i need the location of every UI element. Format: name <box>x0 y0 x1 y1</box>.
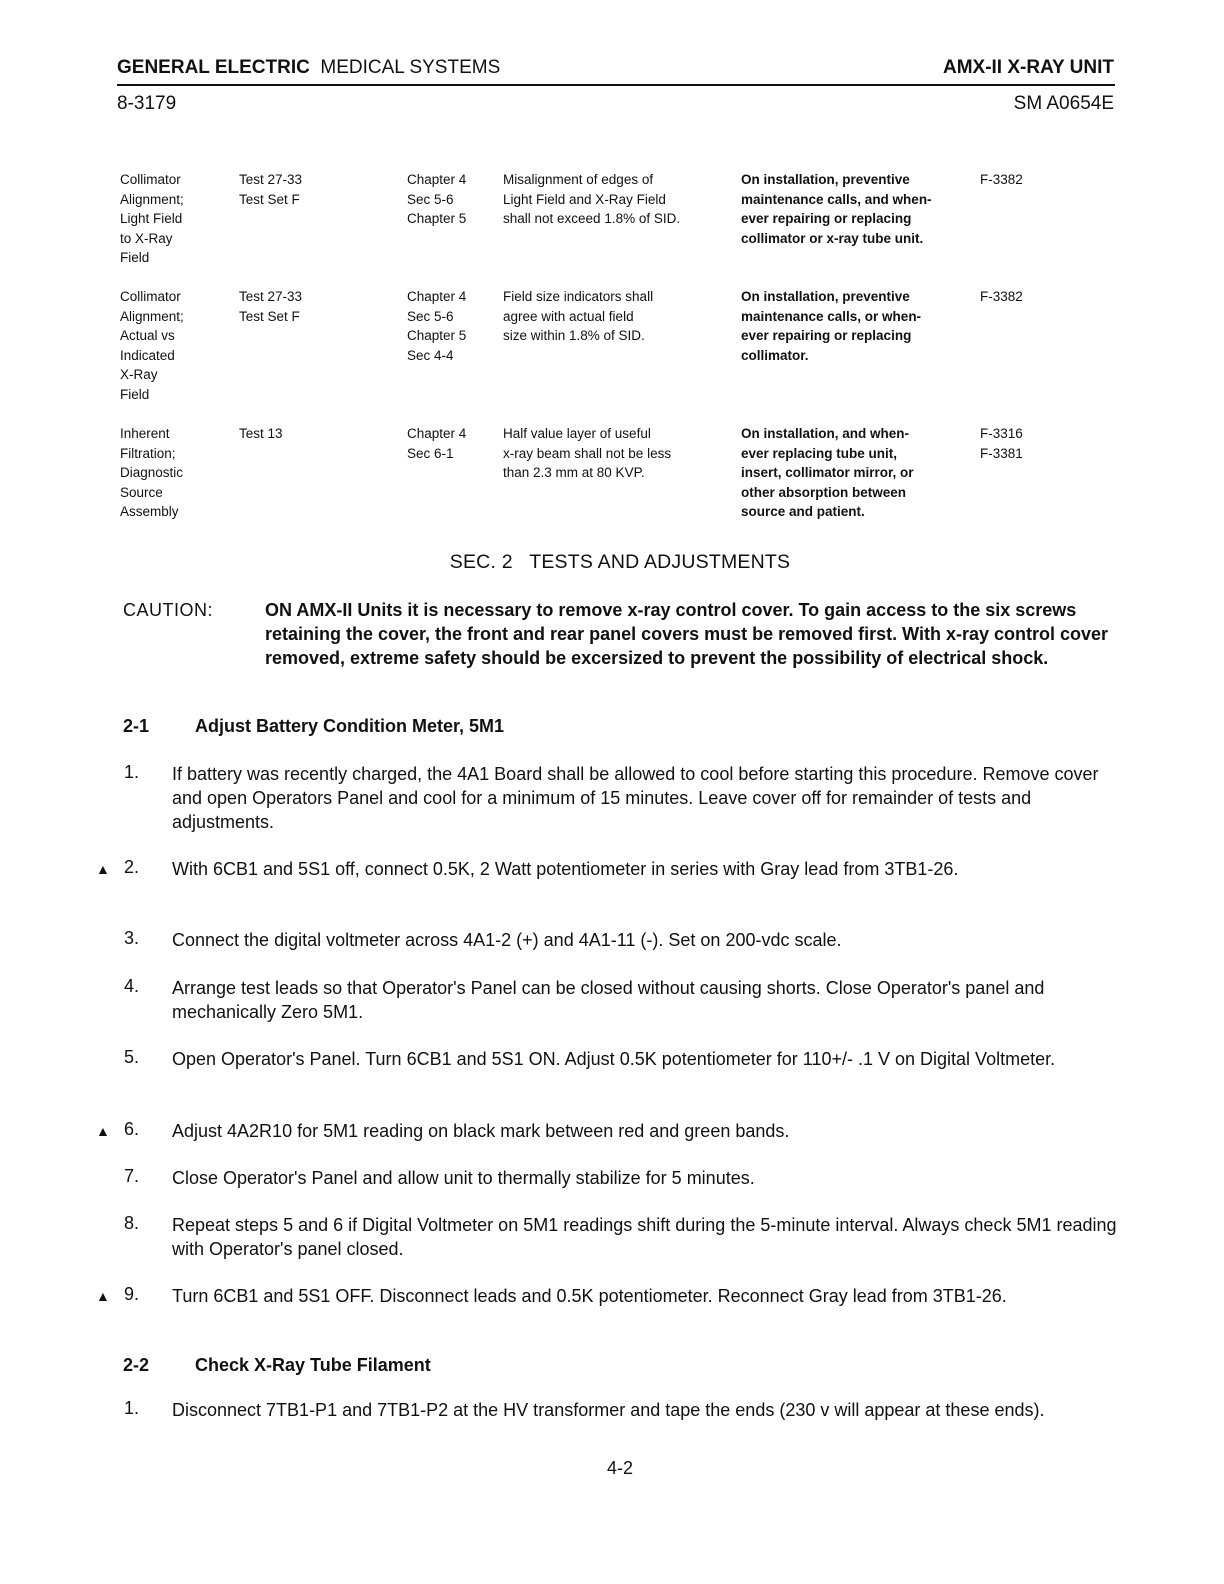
table-cell-test: Test 27-33 Test Set F <box>239 172 303 207</box>
header-company-line <box>117 57 500 79</box>
step-number: 2. <box>124 857 140 877</box>
doc-number: 8-3179 <box>117 93 177 114</box>
table-cell-when: On installation, preventive maintenance calls, or when- ever repairing or replacing collimator. <box>741 289 922 363</box>
step-text: Connect the digital voltmeter across 4A1-2 (+) and 4A1-11 (-). Set on 200-vdc scale. <box>172 930 842 950</box>
step-number: 8. <box>124 1213 140 1233</box>
step-number: 4. <box>124 976 140 996</box>
table-cell-requirement: Field size indicators shall agree with actual field size within 1.8% of SID. <box>503 289 654 344</box>
table-cell-reference: Chapter 4 Sec 5-6 Chapter 5 Sec 4-4 <box>407 289 467 363</box>
subsection-title: Check X-Ray Tube Filament <box>195 1355 431 1375</box>
company-name: GENERAL ELECTRIC <box>117 57 310 78</box>
section-title: SEC. 2 TESTS AND ADJUSTMENTS <box>449 551 791 573</box>
step-text: Arrange test leads so that Operator's Panel can be closed without causing shorts. Close Operator's panel and mechanically Zero 5M1. <box>172 978 1045 1022</box>
table-cell-requirement: Half value layer of useful x-ray beam shall not be less than 2.3 mm at 80 KVP. <box>503 426 672 481</box>
subsection-number: 2-2 <box>123 1355 150 1375</box>
table-cell-item: Collimator Alignment; Light Field to X-Ray Field <box>120 172 184 266</box>
product-name: AMX-II X-RAY UNIT <box>942 57 1114 78</box>
step-number: 9. <box>124 1284 140 1304</box>
step-text: With 6CB1 and 5S1 off, connect 0.5K, 2 Watt potentiometer in series with Gray lead from 3TB1-26. <box>172 859 959 879</box>
table-cell-when: On installation, preventive maintenance calls, and when- ever repairing or replacing collimator or x-ray tube unit. <box>741 172 932 246</box>
step-text: Repeat steps 5 and 6 if Digital Voltmeter on 5M1 readings shift during the 5-minute interval. Always check 5M1 reading with Operator's panel closed. <box>172 1215 1117 1259</box>
table-cell-item: Collimator Alignment; Actual vs Indicated X-Ray Field <box>120 289 184 402</box>
table-cell-test: Test 13 <box>239 426 283 441</box>
revision-triangle-icon: ▲ <box>96 1123 110 1139</box>
step-text: Open Operator's Panel. Turn 6CB1 and 5S1 ON. Adjust 0.5K potentiometer for 110+/- .1 V on Digital Voltmeter. <box>172 1049 1056 1069</box>
header-rule <box>117 84 1115 86</box>
step-number: 1. <box>124 1398 140 1418</box>
table-cell-form: F-3382 <box>980 172 1023 187</box>
caution-text: ON AMX-II Units it is necessary to remove x-ray control cover. To gain access to the six screws retaining the cover, the front and rear panel covers must be removed first. With x-ray control cover removed, extreme safety should be excersized to prevent the possibility of electrical shock. <box>265 600 1109 668</box>
step-number: 6. <box>124 1119 140 1139</box>
table-cell-test: Test 27-33 Test Set F <box>239 289 303 324</box>
table-cell-reference: Chapter 4 Sec 5-6 Chapter 5 <box>407 172 467 227</box>
step-number: 5. <box>124 1047 140 1067</box>
step-number: 1. <box>124 762 140 782</box>
step-text: If battery was recently charged, the 4A1 Board shall be allowed to cool before starting this procedure. Remove cover and open Operators Panel and cool for a minimum of 15 minutes. Leave cover off for remainder of tests and adjustments. <box>172 764 1099 832</box>
step-number: 7. <box>124 1166 140 1186</box>
step-text: Turn 6CB1 and 5S1 OFF. Disconnect leads and 0.5K potentiometer. Reconnect Gray lead from 3TB1-26. <box>172 1286 1007 1306</box>
division-name: MEDICAL SYSTEMS <box>320 57 501 78</box>
caution-label: CAUTION: <box>123 600 214 620</box>
revision-triangle-icon: ▲ <box>96 861 110 877</box>
table-cell-form: F-3316 F-3381 <box>980 426 1023 461</box>
manual-code: SM A0654E <box>1013 93 1114 114</box>
page-number: 4-2 <box>606 1458 633 1478</box>
table-cell-form: F-3382 <box>980 289 1023 304</box>
step-number: 3. <box>124 928 140 948</box>
table-cell-item: Inherent Filtration; Diagnostic Source Assembly <box>120 426 184 520</box>
table-cell-requirement: Misalignment of edges of Light Field and X-Ray Field shall not exceed 1.8% of SID. <box>503 172 681 227</box>
revision-triangle-icon: ▲ <box>96 1288 110 1304</box>
step-text: Disconnect 7TB1-P1 and 7TB1-P2 at the HV transformer and tape the ends (230 v will appear at these ends). <box>172 1400 1045 1420</box>
step-text: Close Operator's Panel and allow unit to thermally stabilize for 5 minutes. <box>172 1168 755 1188</box>
subsection-title: Adjust Battery Condition Meter, 5M1 <box>195 716 505 736</box>
table-cell-when: On installation, and when- ever replacing tube unit, insert, collimator mirror, or other absorption between source and patient. <box>741 426 914 520</box>
table-cell-reference: Chapter 4 Sec 6-1 <box>407 426 467 461</box>
subsection-number: 2-1 <box>123 716 150 736</box>
step-text: Adjust 4A2R10 for 5M1 reading on black mark between red and green bands. <box>172 1121 790 1141</box>
